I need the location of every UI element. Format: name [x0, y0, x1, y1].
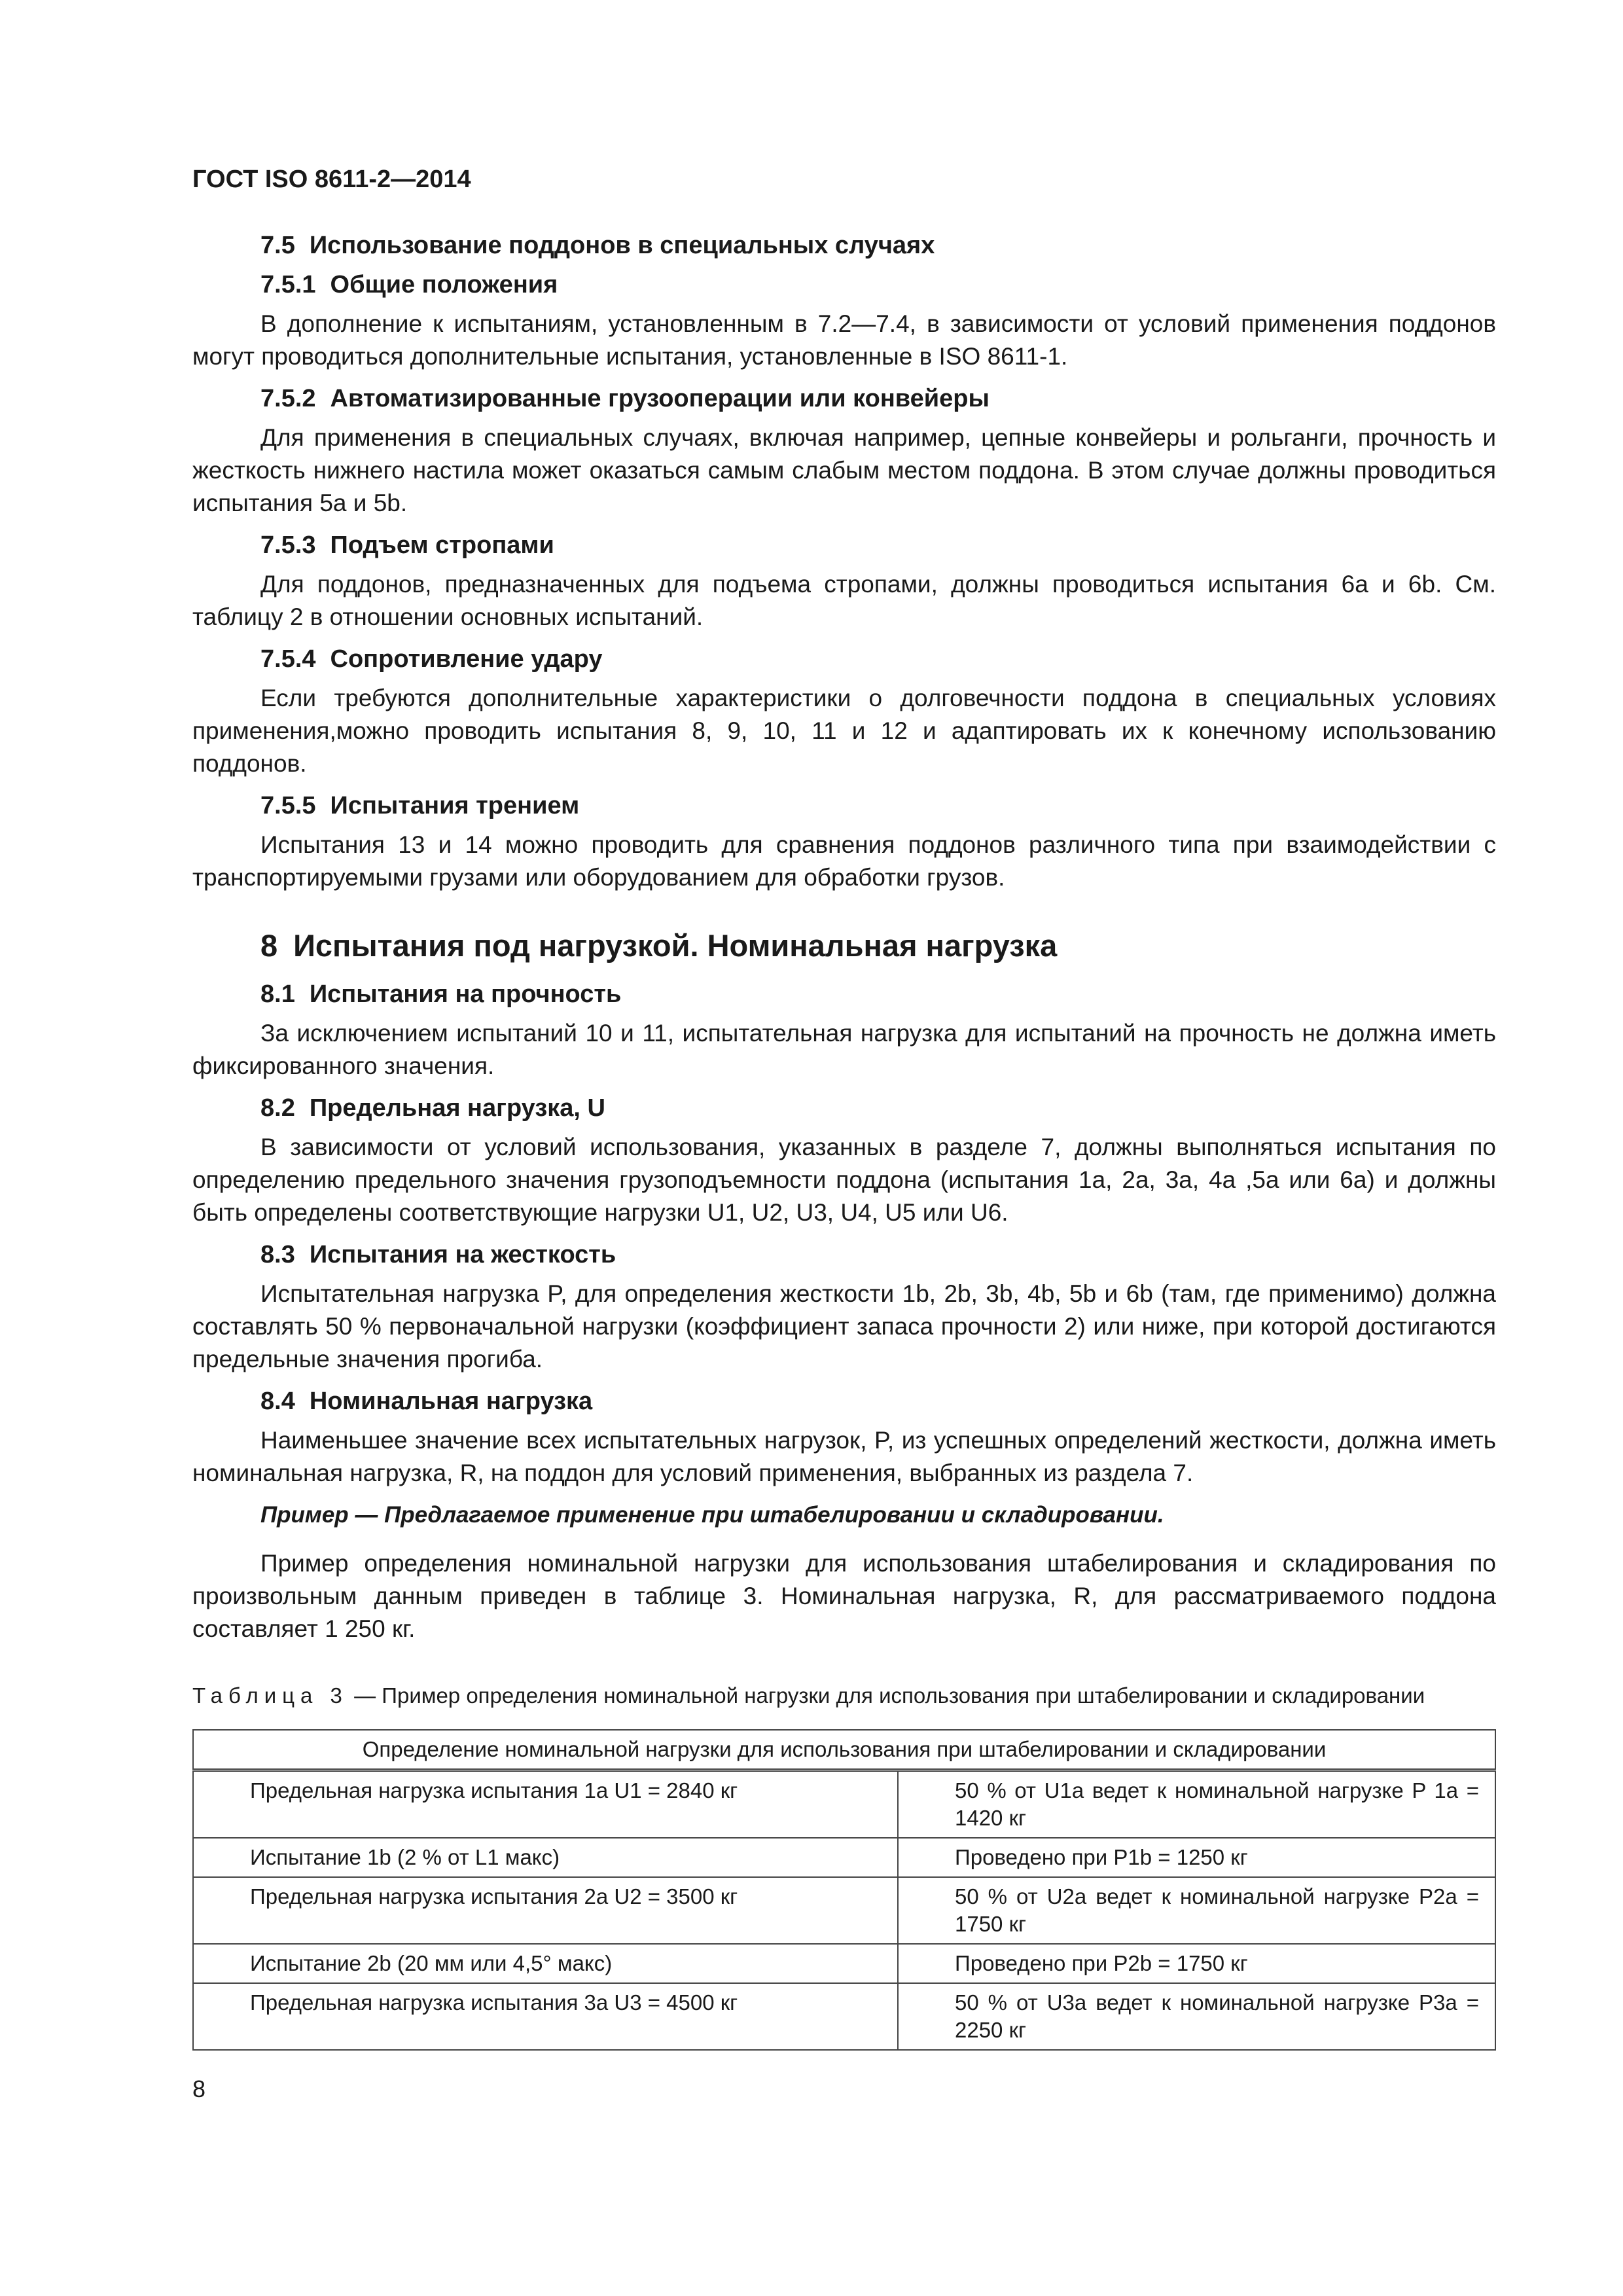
table-cell-right: 50 % от U2a ведет к номинальной нагрузке P2a = 1750 кг: [898, 1877, 1495, 1944]
section-number: 8: [260, 928, 278, 963]
section-8-4-text: Наименьшее значение всех испытательных нагрузок, P, из успешных определений жесткости, должна иметь номинальная нагрузка, R, на поддон для условий применения, выбранных из раздела 7.: [192, 1427, 1496, 1486]
section-8-1-heading: [192, 978, 1496, 1011]
section-title: Подъем стропами: [330, 531, 554, 559]
table-cell-right: Проведено при P2b = 1750 кг: [898, 1944, 1495, 1983]
section-number: 7.5: [260, 232, 295, 259]
section-7-5-4-text: Если требуются дополнительные характеристики о долговечности поддона в специальных условиях применения,можно проводить испытания 8, 9, 10, 11 и 12 и адаптировать их к конечному использованию поддонов.: [192, 685, 1496, 777]
section-7-5-1-heading: [192, 268, 1496, 301]
table-cell-left: Предельная нагрузка испытания 1a U1 = 2840 кг: [193, 1770, 898, 1839]
document-header: ГОСТ ISO 8611-2—2014: [192, 166, 471, 193]
section-7-5-5-text: Испытания 13 и 14 можно проводить для сравнения поддонов различного типа при взаимодействии с транспортируемыми грузами или оборудованием для обработки грузов.: [192, 831, 1496, 891]
table-cell-left: Испытание 1b (2 % от L1 макс): [193, 1838, 898, 1877]
section-title: Автоматизированные грузооперации или конвейеры: [330, 385, 990, 412]
table-cell-right: 50 % от U1a ведет к номинальной нагрузке P 1a = 1420 кг: [898, 1770, 1495, 1839]
section-number: 8.4: [260, 1388, 295, 1415]
section-8-3-heading: [192, 1238, 1496, 1271]
section-title: Сопротивление удару: [330, 645, 603, 673]
table-3: [192, 1729, 1496, 2051]
section-number: 7.5.5: [260, 792, 316, 819]
section-8-2-text: В зависимости от условий использования, указанных в разделе 7, должны выполняться испытания по определению предельного значения грузоподъемности поддона (испытания 1a, 2a, 3a, 4a ,5a или 6a) и должны быть определены соответствующие нагрузки U1, U2, U3, U4, U5 или U6.: [192, 1134, 1496, 1226]
section-8-heading: [192, 925, 1496, 966]
table-row: [193, 1838, 1495, 1877]
section-8-1-text: За исключением испытаний 10 и 11, испытательная нагрузка для испытаний на прочность не должна иметь фиксированного значения.: [192, 1020, 1496, 1079]
section-8-3-text: Испытательная нагрузка P, для определения жесткости 1b, 2b, 3b, 4b, 5b и 6b (там, где применимо) должна составлять 50 % первоначальной нагрузки (коэффициент запаса прочности 2) или ниже, при которой достигаются предельные значения прогиба.: [192, 1280, 1496, 1372]
section-title: Испытания на жесткость: [309, 1241, 616, 1268]
table-row: [193, 1877, 1495, 1944]
table-header-row: [193, 1730, 1495, 1770]
section-number: 7.5.1: [260, 271, 316, 298]
document-page: [192, 164, 1496, 2051]
example-title: Пример — Предлагаемое применение при штабелировании и складировании.: [260, 1502, 1164, 1528]
section-title: Использование поддонов в специальных случаях: [309, 232, 935, 259]
section-title: Предельная нагрузка, U: [309, 1094, 605, 1122]
section-7-5-heading: [192, 229, 1496, 262]
table-row: [193, 1944, 1495, 1983]
section-number: 7.5.4: [260, 645, 316, 673]
section-title: Номинальная нагрузка: [309, 1388, 593, 1415]
section-title: Испытания на прочность: [309, 980, 622, 1008]
section-7-5-1-text: В дополнение к испытаниям, установленным в 7.2—7.4, в зависимости от условий применения поддонов могут проводиться дополнительные испытания, установленные в ISO 8611-1.: [192, 310, 1496, 370]
page-number: 8: [192, 2075, 206, 2102]
section-7-5-4-heading: [192, 643, 1496, 675]
table-caption-text: — Пример определения номинальной нагрузки для использования при штабелировании и складировании: [348, 1683, 1425, 1708]
section-7-5-3-text: Для поддонов, предназначенных для подъема стропами, должны проводиться испытания 6a и 6b. См. таблицу 2 в отношении основных испытаний.: [192, 571, 1496, 630]
table-row: [193, 1770, 1495, 1839]
section-number: 8.3: [260, 1241, 295, 1268]
section-7-5-2-text: Для применения в специальных случаях, включая например, цепные конвейеры и рольганги, прочность и жесткость нижнего настила может оказаться самым слабым местом поддона. В этом случае должны проводиться испытания 5a и 5b.: [192, 424, 1496, 516]
table-cell-right: 50 % от U3a ведет к номинальной нагрузке P3a = 2250 кг: [898, 1983, 1495, 2050]
section-number: 8.2: [260, 1094, 295, 1122]
table-row: [193, 1983, 1495, 2050]
table-cell-left: Предельная нагрузка испытания 2a U2 = 3500 кг: [193, 1877, 898, 1944]
table-cell-right: Проведено при P1b = 1250 кг: [898, 1838, 1495, 1877]
section-number: 7.5.3: [260, 531, 316, 559]
section-7-5-5-heading: [192, 789, 1496, 822]
example-text: Пример определения номинальной нагрузки для использования штабелирования и складирования по произвольным данным приведен в таблице 3. Номинальная нагрузка, R, для рассматриваемого поддона составляет 1 250 кг.: [192, 1550, 1496, 1642]
table-label: Таблица 3: [192, 1683, 348, 1708]
section-7-5-3-heading: [192, 529, 1496, 562]
section-title: Испытания под нагрузкой. Номинальная нагрузка: [293, 928, 1058, 963]
table-cell-left: Испытание 2b (20 мм или 4,5° макс): [193, 1944, 898, 1983]
section-7-5-2-heading: [192, 382, 1496, 415]
table-caption: [192, 1682, 1496, 1710]
section-title: Общие положения: [330, 271, 558, 298]
section-8-4-heading: [192, 1385, 1496, 1418]
section-number: 7.5.2: [260, 385, 316, 412]
section-8-2-heading: [192, 1092, 1496, 1124]
section-number: 8.1: [260, 980, 295, 1008]
table-cell-left: Предельная нагрузка испытания 3a U3 = 4500 кг: [193, 1983, 898, 2050]
section-title: Испытания трением: [330, 792, 580, 819]
table-header-cell: Определение номинальной нагрузки для использования при штабелировании и складировании: [193, 1730, 1495, 1770]
